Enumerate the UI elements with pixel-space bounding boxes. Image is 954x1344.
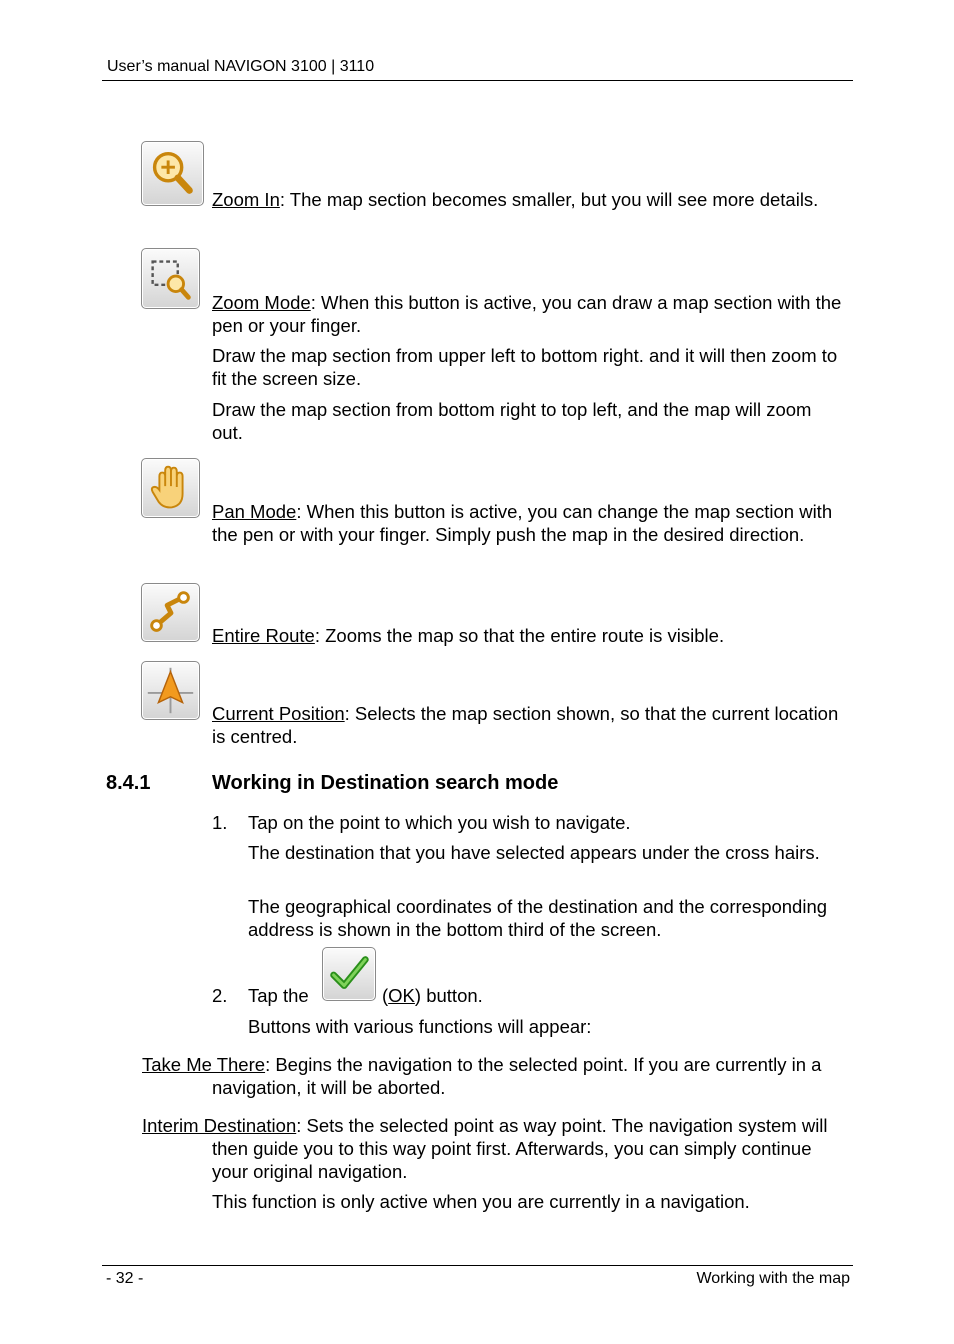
ok-checkmark-icon [322, 947, 376, 1001]
zoom-in-term: Zoom In [212, 189, 280, 210]
step-1-note-1: The destination that you have selected appears under the cross hairs. [248, 842, 820, 863]
take-me-there-description: Take Me There: Begins the navigation to the selected point. If you are currently in a navigation, it will be aborted. [142, 1054, 822, 1098]
pan-mode-description: Pan Mode: When this button is active, you can change the map section with the pen or with your finger. Simply push the map in the desired direction. [212, 501, 833, 545]
current-position-description: Current Position: Selects the map section shown, so that the current location is centred. [212, 703, 839, 747]
current-position-term: Current Position [212, 703, 345, 724]
footer-rule [102, 1265, 853, 1266]
step-2-ok-text: (OK) button. [382, 985, 483, 1006]
step-2-note: Buttons with various functions will appear: [248, 1016, 592, 1037]
take-me-there-term: Take Me There [142, 1054, 266, 1075]
pan-mode-term: Pan Mode [212, 501, 297, 522]
step-2-number: 2. [212, 985, 228, 1006]
zoom-mode-term: Zoom Mode [212, 292, 311, 313]
entire-route-description: Entire Route: Zooms the map so that the entire route is visible. [212, 625, 725, 646]
step-1-text: Tap on the point to which you wish to navigate. [248, 812, 631, 833]
zoom-mode-paragraph-2: Draw the map section from bottom right to top left, and the map will zoom out. [212, 399, 812, 443]
interim-destination-description: Interim Destination: Sets the selected point as way point. The navigation system will then guide you to this way point first. Afterwards, you can simply continue your original navigation. [142, 1115, 828, 1182]
section-title: Working in Destination search mode [212, 772, 559, 794]
zoom-in-icon [141, 141, 204, 206]
hand-icon [141, 458, 200, 518]
ok-term: OK [388, 985, 415, 1006]
section-number: 8.4.1 [106, 772, 151, 794]
entire-route-term: Entire Route [212, 625, 315, 646]
zoom-mode-paragraph-1: Draw the map section from upper left to bottom right. and it will then zoom to fit the screen size. [212, 345, 838, 389]
route-icon [141, 583, 200, 642]
zoom-in-description: Zoom In: The map section becomes smaller, but you will see more details. [212, 189, 819, 210]
header-rule [102, 80, 853, 81]
step-1-note-2: The geographical coordinates of the destination and the corresponding address is shown in the bottom third of the screen. [248, 896, 828, 940]
interim-destination-note: This function is only active when you are currently in a navigation. [212, 1191, 750, 1212]
interim-destination-term: Interim Destination [142, 1115, 297, 1136]
step-2-pre: Tap the [248, 985, 309, 1006]
running-header: User’s manual NAVIGON 3100 | 3110 [107, 58, 375, 75]
page-number: - 32 - [106, 1270, 144, 1287]
chapter-title: Working with the map [696, 1270, 850, 1287]
position-arrow-icon [141, 661, 200, 720]
step-1-number: 1. [212, 812, 228, 833]
zoom-mode-icon [141, 248, 200, 309]
zoom-mode-description: Zoom Mode: When this button is active, you can draw a map section with the pen or your finger. [212, 292, 842, 336]
